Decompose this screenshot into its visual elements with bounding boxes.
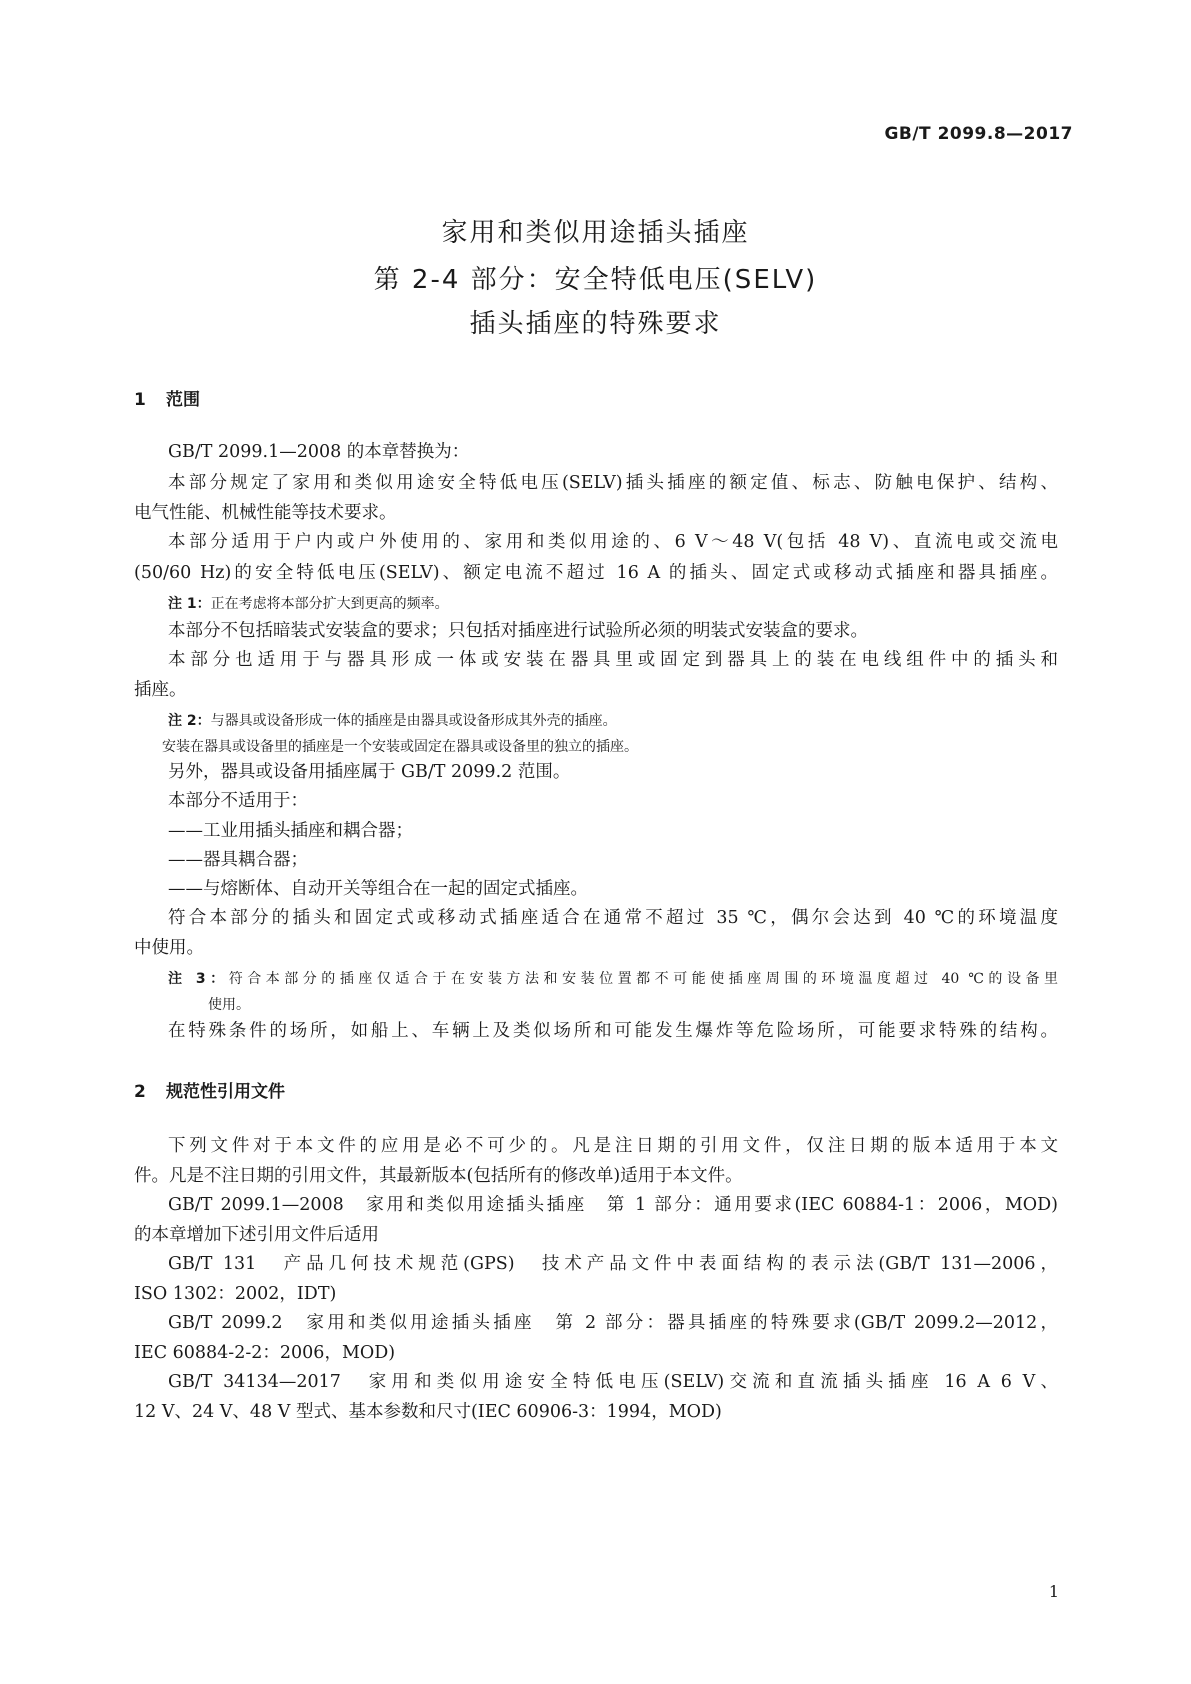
title-line-2: 第 2-4 部分：安全特低电压(SELV): [373, 265, 818, 295]
reference-line: 的本章增加下述引用文件后适用: [134, 1225, 379, 1245]
paragraph-line: 中使用。: [134, 938, 204, 958]
paragraph: GB/T 2099.1—2008 的本章替换为：: [168, 442, 470, 462]
reference-line: GB/T 2099.2 家用和类似用途插头插座 第 2 部分：器具插座的特殊要求(GB/T 2099.2—2012，: [168, 1313, 1058, 1333]
section-title: 规范性引用文件: [166, 1082, 285, 1102]
reference-line: ISO 1302：2002，IDT): [134, 1284, 337, 1304]
paragraph-line: 在特殊条件的场所，如船上、车辆上及类似场所和可能发生爆炸等危险场所，可能要求特殊的结构。: [168, 1021, 1058, 1041]
note-3-continued: 使用。: [208, 997, 250, 1013]
paragraph-line: (50/60 Hz)的安全特低电压(SELV)、额定电流不超过 16 A 的插头、固定式或移动式插座和器具插座。: [134, 563, 1058, 583]
standard-code: GB/T 2099.8—2017: [884, 124, 1073, 144]
page-number: 1: [1048, 1582, 1059, 1601]
note-2: 注 2：与器具或设备形成一体的插座是由器具或设备形成其外壳的插座。: [168, 713, 617, 729]
title-line-3: 插头插座的特殊要求: [469, 309, 722, 339]
reference-line: IEC 60884-2-2：2006，MOD): [134, 1343, 396, 1363]
note-2-continued: 安装在器具或设备里的插座是一个安装或固定在器具或设备里的独立的插座。: [162, 739, 638, 755]
paragraph-line: 本部分规定了家用和类似用途安全特低电压(SELV)插头插座的额定值、标志、防触电保护、结构、: [168, 473, 1058, 493]
note-label: 注 2：: [168, 713, 211, 729]
paragraph-line: 件。凡是不注日期的引用文件，其最新版本(包括所有的修改单)适用于本文件。: [134, 1166, 743, 1186]
section-2-heading: [134, 1077, 285, 1102]
reference-line: GB/T 34134—2017 家用和类似用途安全特低电压(SELV)交流和直流插头插座 16 A 6 V、: [168, 1372, 1058, 1392]
note-1: 注 1：正在考虑将本部分扩大到更高的频率。: [168, 596, 449, 612]
paragraph-line: 插座。: [134, 680, 187, 700]
list-item: ——器具耦合器；: [168, 850, 308, 870]
list-item: ——与熔断体、自动开关等组合在一起的固定式插座。: [168, 879, 588, 899]
paragraph-line: 本部分适用于户内或户外使用的、家用和类似用途的、6 V～48 V(包括 48 V)、直流电或交流电: [168, 532, 1058, 552]
paragraph-line: 电气性能、机械性能等技术要求。: [134, 503, 397, 523]
reference-line: GB/T 131 产品几何技术规范(GPS) 技术产品文件中表面结构的表示法(GB/T 131—2006，: [168, 1254, 1058, 1274]
paragraph-line: 本部分也适用于与器具形成一体或安装在器具里或固定到器具上的装在电线组件中的插头和: [168, 650, 1058, 670]
section-number: 1: [134, 390, 146, 410]
reference-line: 12 V、24 V、48 V 型式、基本参数和尺寸(IEC 60906-3：1994，MOD): [134, 1402, 722, 1422]
note-label: 注 1：: [168, 596, 211, 612]
title-line-1: 家用和类似用途插头插座: [441, 218, 750, 248]
note-label: 注 3：: [168, 971, 229, 987]
paragraph: 本部分不适用于：: [168, 791, 308, 811]
reference-line: GB/T 2099.1—2008 家用和类似用途插头插座 第 1 部分：通用要求(IEC 60884-1：2006，MOD): [168, 1195, 1058, 1215]
paragraph-line: 下列文件对于本文件的应用是必不可少的。凡是注日期的引用文件，仅注日期的版本适用于本文: [168, 1136, 1058, 1156]
section-number: 2: [134, 1082, 146, 1102]
note-3: 注 3：符合本部分的插座仅适合于在安装方法和安装位置都不可能使插座周围的环境温度超过 40 ℃的设备里: [168, 971, 1058, 987]
paragraph-line: 符合本部分的插头和固定式或移动式插座适合在通常不超过 35 ℃，偶尔会达到 40 ℃的环境温度: [168, 908, 1058, 928]
section-1-heading: [134, 385, 200, 410]
paragraph: 本部分不包括暗装式安装盒的要求；只包括对插座进行试验所必须的明装式安装盒的要求。: [168, 621, 868, 641]
list-item: ——工业用插头插座和耦合器；: [168, 821, 413, 841]
paragraph: 另外，器具或设备用插座属于 GB/T 2099.2 范围。: [168, 762, 571, 782]
section-title: 范围: [166, 390, 200, 410]
